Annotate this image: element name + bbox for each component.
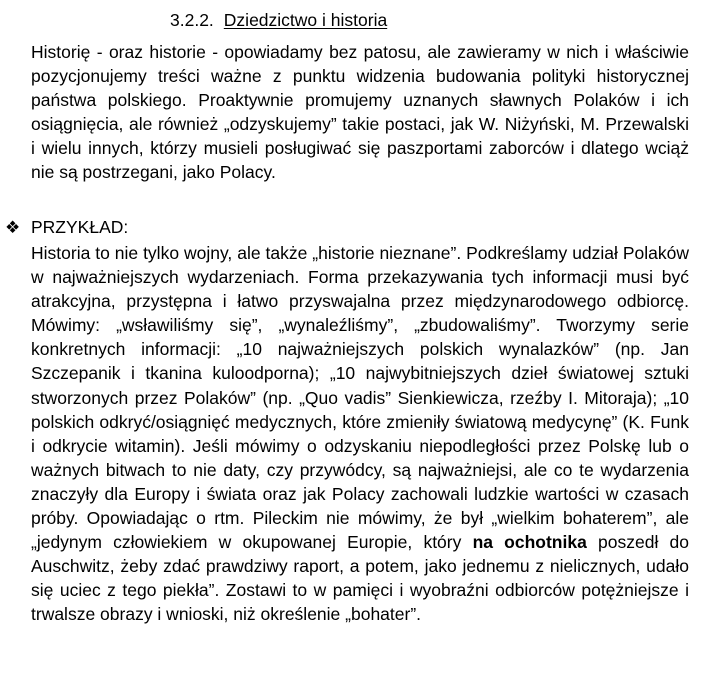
section-heading bbox=[170, 9, 387, 31]
example-heading bbox=[5, 215, 128, 240]
intro-paragraph: Historię - oraz historie - opowiadamy bez patosu, ale zawieramy w nich i właściwie pozycjonujemy treści ważne z punktu widzenia budowania polityki historycznej państwa polskiego. Proaktywnie promujemy uznanych sławnych Polaków i ich osiągnięcia, ale również „odzyskujemy” takie postaci, jak W. Niżyński, M. Przewalski i wielu innych, którzy musieli posługiwać się paszportami zaborców i dlatego wciąż nie są postrzegani, jako Polacy. bbox=[31, 42, 689, 183]
example-paragraph bbox=[31, 241, 689, 627]
example-text-part1: Historia to nie tylko wojny, ale także „historie nieznane”. Podkreślamy udział Polaków w najważniejszych wydarzeniach. Forma przekazywania tych informacji musi być atrakcyjna, przystępna i łatwo przyswajalna przez międzynarodowego odbiorcę. Mówimy: „wsławiliśmy się”, „wynaleźliśmy”, „zbudowaliśmy”. Tworzymy serie konkretnych informacji: „10 najważniejszych polskich wynalazków” (np. Jan Szczepanik i tkanina kuloodporna); „10 najwybitniejszych dzieł światowej sztuki stworzonych przez Polaków” (np. „Quo vadis” Sienkiewicza, rzeźby I. Mitoraja); „10 polskich odkryć/osiągnięć medycznych, które zmieniły światową medycynę” (K. Funk i odkrycie witamin). Jeśli mówimy o odzyskaniu niepodległości przez Polskę lub o ważnych bitwach to nie daty, czy przywódcy, są najważniejsi, ale co te wydarzenia znaczyły dla Europy i świata oraz jak Polacy zachowali ludzkie wartości w czasach próby. Opowiadając o rtm. Pileckim nie mówimy, że był „wielkim bohaterem”, ale „jedynym człowiekiem w okupowanej Europie, który bbox=[31, 243, 689, 553]
diamond-bullet-icon: ❖ bbox=[5, 218, 21, 237]
section-title: Dziedzictwo i historia bbox=[223, 10, 388, 30]
section-number: 3.2.2. bbox=[170, 10, 214, 30]
example-text-part2: poszedł do Auschwitz, żeby zdać prawdziwy raport, a potem, jako jednemu z nielicznych, udało się uciec z tego piekła”. Zostawi to w pamięci i wyobraźni odbiorców potężniejsze i trwalsze obrazy i wnioski, niż określenie „bohater”. bbox=[31, 532, 689, 625]
example-label: PRZYKŁAD: bbox=[31, 217, 129, 237]
example-bold-text: na ochotnika bbox=[472, 532, 587, 553]
